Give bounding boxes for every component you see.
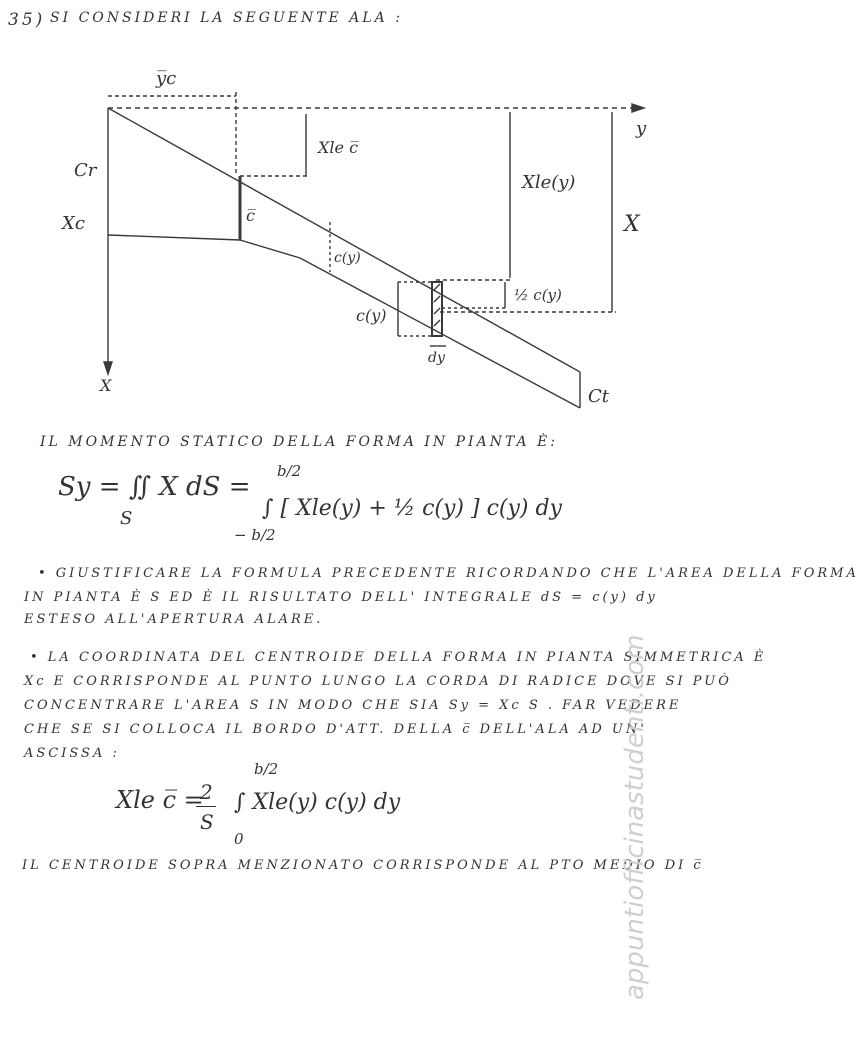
label-cy-left: c(y): [356, 306, 387, 325]
watermark: appuntiofficinastudenti.com: [620, 634, 650, 1000]
eq1-lhs: Sy = ∬ X dS =: [58, 472, 251, 502]
eq2-frac-den: S: [200, 810, 214, 834]
bullet2-line3: CONCENTRARE L'AREA S IN MODO CHE SIA Sy = Xc S . FAR VEDERE: [24, 698, 682, 713]
label-cbar: c̅: [246, 206, 255, 225]
x-axis-arrow: [104, 362, 112, 374]
bullet2-line1: • LA COORDINATA DEL CENTROIDE DELLA FORMA IN PIANTA SIMMETRICA È: [30, 650, 767, 665]
text-line1: IL MOMENTO STATICO DELLA FORMA IN PIANTA È:: [40, 434, 559, 450]
bullet2-line4: CHE SE SI COLLOCA IL BORDO D'ATT. DELLA c̅ DELL'ALA AD UN': [24, 722, 647, 737]
label-ct: Ct: [588, 386, 610, 407]
final-line: IL CENTROIDE SOPRA MENZIONATO CORRISPONDE AL PTO MEDIO DI c̅: [22, 858, 704, 873]
label-x-axis: X: [100, 376, 112, 395]
label-xc: Xc: [62, 213, 85, 234]
label-xle-y: Xle(y): [522, 172, 576, 193]
wing-diagram: [0, 0, 744, 420]
bullet2-line2: Xc E CORRISPONDE AL PUNTO LUNGO LA CORDA DI RADICE DOVE SI PUÒ: [24, 674, 732, 689]
eq2-rhs: ∫ Xle(y) c(y) dy: [234, 790, 401, 815]
eq1-upper: b/2: [277, 462, 302, 480]
trailing-edge-inner: [108, 235, 240, 240]
label-cy-mid: c(y): [334, 250, 361, 266]
label-yc: y̅c: [156, 68, 177, 89]
bullet1-line3: ESTESO ALL'APERTURA ALARE.: [24, 612, 324, 627]
eq1-rhs: ∫ [ Xle(y) + ½ c(y) ] c(y) dy: [262, 496, 562, 521]
y-axis-arrow: [632, 104, 644, 112]
eq1-s: S: [120, 508, 133, 529]
bullet1-line1: • GIUSTIFICARE LA FORMULA PRECEDENTE RICORDANDO CHE L'AREA DELLA FORMA: [38, 566, 859, 581]
label-big-x: X: [624, 212, 640, 237]
problem-number: 35): [8, 10, 46, 30]
eq2-upper: b/2: [254, 760, 279, 778]
bullet2-line5: ASCISSA :: [24, 746, 120, 761]
trailing-edge-kink: [240, 240, 300, 258]
label-y-axis: y: [636, 118, 647, 139]
label-dy: dy: [428, 350, 445, 366]
eq2-lhs: Xle c̅ =: [116, 786, 204, 814]
eq1-lower: − b/2: [234, 526, 276, 544]
eq2-frac-num: 2: [200, 780, 213, 804]
label-cr: Cr: [74, 160, 97, 181]
bullet1-line2: IN PIANTA È S ED È IL RISULTATO DELL' INTEGRALE dS = c(y) dy: [24, 590, 658, 605]
label-half-c: ½ c(y): [514, 286, 562, 304]
eq2-frac-bar: [196, 806, 216, 807]
problem-title: SI CONSIDERI LA SEGUENTE ALA :: [50, 10, 403, 26]
eq2-lower: 0: [234, 830, 244, 848]
label-xle-cbar: Xle c̅: [318, 138, 359, 157]
